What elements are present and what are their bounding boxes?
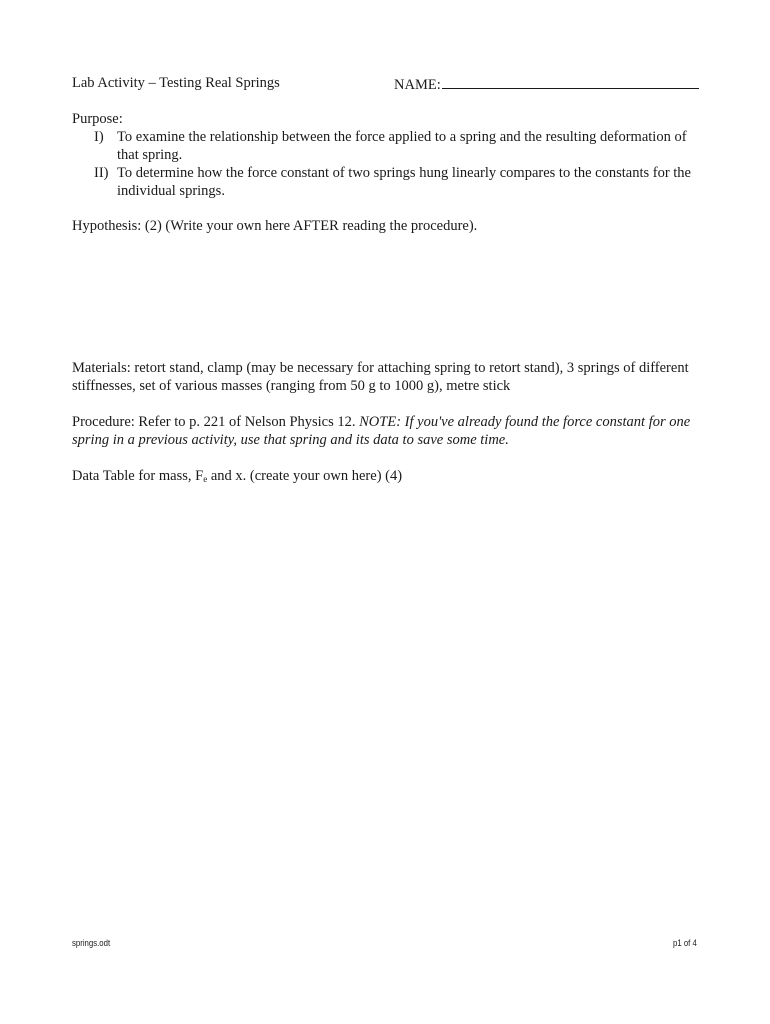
purpose-item (94, 164, 704, 200)
name-blank-line (442, 74, 699, 89)
footer-filename: springs.odt (72, 938, 111, 949)
data-table-subscript: e (203, 474, 208, 484)
footer-page-number: p1 of 4 (673, 938, 697, 949)
purpose-list (94, 128, 704, 200)
hypothesis-prompt: Hypothesis: (2) (Write your own here AFTER reading the procedure). (72, 218, 478, 234)
name-field (394, 74, 699, 94)
procedure-note: NOTE: If you've already found the force constant for one spring in a previous activity, use that spring and its data to save some time. (72, 414, 691, 448)
name-label: NAME: (394, 77, 441, 93)
procedure-text: Procedure: Refer to p. 221 of Nelson Physics 12. (72, 414, 360, 430)
purpose-item-number: II) (94, 165, 109, 181)
purpose-item-number: I) (94, 129, 104, 145)
procedure-paragraph (72, 413, 702, 449)
purpose-item (94, 128, 704, 164)
data-table-prefix: Data Table for mass, F (72, 468, 204, 484)
document-title: Lab Activity – Testing Real Springs (72, 75, 280, 91)
data-table-prompt (72, 467, 402, 488)
data-table-suffix: and x. (create your own here) (4) (207, 468, 403, 484)
purpose-item-text: To examine the relationship between the force applied to a spring and the resulting deformation of that spring. (117, 129, 687, 163)
materials-paragraph: Materials: retort stand, clamp (may be necessary for attaching spring to retort stand), 3 springs of different stiffnesses, set of various masses (ranging from 50 g to 1000 g), metre stick (72, 360, 689, 394)
purpose-item-text: To determine how the force constant of two springs hung linearly compares to the constants for the individual springs. (117, 165, 691, 199)
purpose-heading: Purpose: (72, 111, 123, 127)
